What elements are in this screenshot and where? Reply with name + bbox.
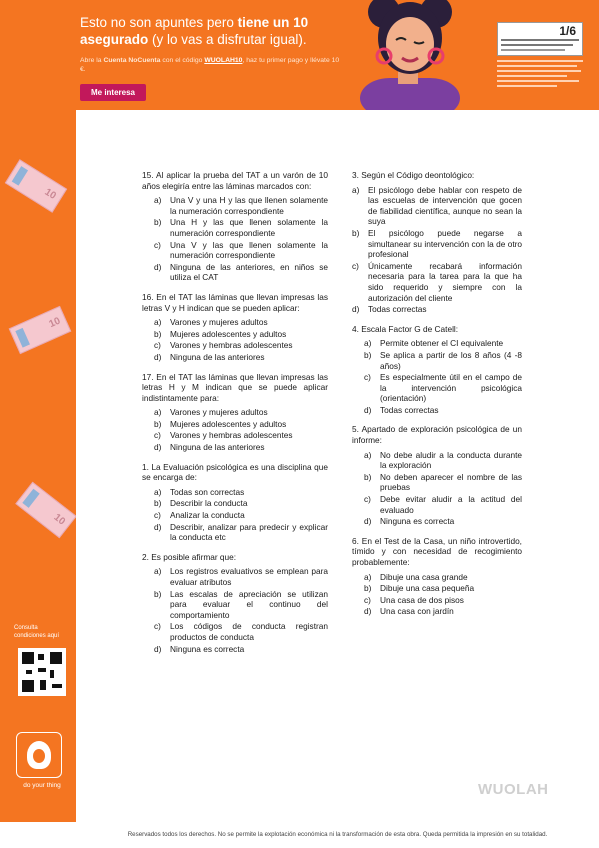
- answer-option: [364, 472, 522, 493]
- answer-option: [154, 352, 328, 363]
- option-letter: a): [364, 449, 372, 460]
- option-text: Ninguna de las anteriores, en niños se utiliza el CAT: [170, 261, 328, 283]
- answer-option: [364, 338, 522, 349]
- option-text: Describir, analizar para predecir y explicar la conducta etc: [170, 521, 328, 543]
- option-letter: c): [154, 430, 161, 441]
- option-letter: c): [154, 621, 161, 632]
- question: [142, 292, 328, 363]
- answer-option: [364, 350, 522, 371]
- answer-option: [364, 494, 522, 515]
- banner-legal-fineprint: [497, 60, 583, 90]
- rating-fineprint: [501, 49, 565, 51]
- option-letter: d): [154, 442, 162, 453]
- question: [142, 552, 328, 654]
- answer-option: [364, 595, 522, 606]
- option-letter: c): [364, 372, 371, 383]
- banner-headline-bold2: asegurado: [80, 32, 149, 47]
- answer-option: [364, 372, 522, 404]
- option-letter: c): [154, 239, 161, 250]
- answer-option: [154, 240, 328, 261]
- banknote-amount: 10: [42, 186, 58, 202]
- option-letter: a): [364, 571, 372, 582]
- option-text: Una V y las que llenen solamente la numeración correspondiente: [170, 239, 328, 261]
- option-letter: d): [154, 643, 162, 654]
- banner-headline: [80, 14, 330, 48]
- rating-fineprint: [501, 39, 579, 41]
- option-letter: b): [154, 328, 162, 339]
- option-text: Permite obtener el CI equivalente: [380, 338, 504, 349]
- answer-option: [352, 304, 522, 315]
- option-text: Las escalas de apreciación se utilizan para evaluar el continuo del comportamiento: [170, 588, 328, 620]
- question: [142, 372, 328, 453]
- answer-option: [154, 621, 328, 642]
- answer-option: [154, 510, 328, 521]
- option-text: No deben aparecer el nombre de las pruebas: [380, 471, 522, 493]
- option-text: Es especialmente útil en el campo de la intervención psicológica (orientación): [380, 372, 522, 404]
- option-text: Varones y mujeres adultos: [170, 407, 268, 418]
- answer-option: [154, 317, 328, 328]
- question-text: 2. Es posible afirmar que:: [142, 551, 237, 562]
- answer-option: [154, 442, 328, 453]
- option-letter: b): [154, 418, 162, 429]
- option-text: Ninguna de las anteriores: [170, 442, 265, 453]
- answer-option: [154, 329, 328, 340]
- answer-option: [154, 487, 328, 498]
- option-text: Únicamente recabará información necesaria para la tarea para la que ha sido requerido y siempre con la autorización del cliente: [368, 260, 522, 303]
- wuolah-watermark: WUOLAH: [478, 781, 549, 798]
- promo-text-mid: con el código: [160, 57, 205, 64]
- banknote-icon: [5, 159, 67, 212]
- question-text: 17. En el TAT las láminas que llevan impresas las letras H y M indican que se puede aplicar indistintamente para:: [142, 371, 328, 403]
- answer-option: [154, 340, 328, 351]
- ad-banner: [0, 0, 599, 110]
- option-text: No debe aludir a la conducta durante la exploración: [380, 449, 522, 471]
- brand-tagline: do your thing: [23, 782, 61, 789]
- answer-options: [142, 407, 328, 452]
- option-letter: b): [364, 583, 372, 594]
- question: [142, 170, 328, 283]
- option-letter: b): [364, 471, 372, 482]
- option-letter: a): [364, 338, 372, 349]
- option-text: Todas correctas: [380, 404, 439, 415]
- banknote-amount: 10: [51, 511, 68, 528]
- question: [352, 170, 522, 315]
- answer-option: [154, 195, 328, 216]
- option-text: Dibuje una casa grande: [380, 571, 468, 582]
- answer-options: [352, 572, 522, 617]
- answer-option: [352, 228, 522, 260]
- option-text: Ninguna es correcta: [170, 643, 245, 654]
- option-letter: d): [154, 261, 162, 272]
- option-text: Los códigos de conducta registran productos de conducta: [170, 621, 328, 642]
- me-interesa-button[interactable]: Me interesa: [80, 84, 146, 101]
- option-letter: c): [154, 510, 161, 521]
- answer-options: [352, 338, 522, 415]
- answer-options: [142, 566, 328, 654]
- option-text: El psicólogo debe hablar con respeto de las escuelas de intervención que gocen de fiabilidad científica, aunque no sean la suya: [368, 184, 522, 227]
- answer-option: [154, 644, 328, 655]
- option-text: Los registros evaluativos se emplean para evaluar atributos: [170, 566, 328, 587]
- question-text: 6. En el Test de la Casa, un niño introvertido, tímido y con necesidad de recogimiento probablemente:: [352, 535, 522, 567]
- option-text: Ninguna de las anteriores: [170, 351, 265, 362]
- option-letter: a): [352, 184, 360, 195]
- promo-code: WUOLAH10: [204, 57, 243, 64]
- question: [352, 424, 522, 526]
- option-text: Ninguna es correcta: [380, 516, 455, 527]
- question: [352, 536, 522, 617]
- option-text: Se aplica a partir de los 8 años (4 -8 años): [380, 349, 522, 371]
- option-letter: c): [364, 494, 371, 505]
- option-letter: d): [364, 606, 372, 617]
- option-text: Todas son correctas: [170, 486, 245, 497]
- option-letter: c): [352, 260, 359, 271]
- question-text: 15. Al aplicar la prueba del TAT a un varón de 10 años elegiría entre las láminas marcados con:: [142, 170, 328, 191]
- answer-option: [154, 566, 328, 587]
- answer-option: [154, 407, 328, 418]
- woman-illustration: [340, 0, 480, 110]
- option-letter: c): [364, 594, 371, 605]
- answer-option: [154, 522, 328, 543]
- question-text: 5. Apartado de exploración psicológica de un informe:: [352, 424, 522, 446]
- option-letter: d): [154, 351, 162, 362]
- option-text: Analizar la conducta: [170, 510, 245, 521]
- qr-code[interactable]: [18, 648, 66, 696]
- banner-promo: [80, 56, 340, 74]
- promo-text-suffix: , haz tu primer pago y llévate 10 €.: [80, 57, 340, 73]
- option-letter: b): [154, 498, 162, 509]
- answer-option: [154, 430, 328, 441]
- right-column: [352, 170, 522, 626]
- lion-logo-icon: [16, 732, 62, 778]
- option-text: Describir la conducta: [170, 498, 248, 509]
- option-letter: a): [154, 566, 162, 577]
- rating-fineprint: [501, 44, 573, 46]
- banner-headline-suffix: (y lo vas a disfrutar igual).: [148, 32, 307, 47]
- option-letter: a): [154, 486, 162, 497]
- answer-option: [352, 261, 522, 303]
- question: [352, 324, 522, 416]
- answer-option: [364, 572, 522, 583]
- question-text: 3. Según el Código deontológico:: [352, 170, 475, 180]
- answer-option: [154, 217, 328, 238]
- promo-account: Cuenta NoCuenta: [103, 57, 161, 64]
- consulta-condiciones-link[interactable]: Consulta condiciones aquí: [14, 625, 60, 639]
- answer-option: [154, 589, 328, 621]
- option-text: Mujeres adolescentes y adultos: [170, 328, 287, 339]
- rating-box: [497, 22, 583, 56]
- ad-sidebar: [0, 110, 76, 822]
- answer-options: [142, 195, 328, 283]
- answer-option: [364, 583, 522, 594]
- answer-option: [154, 262, 328, 283]
- option-text: Debe evitar aludir a la actitud del evaluado: [380, 494, 522, 515]
- answer-options: [352, 185, 522, 315]
- answer-options: [352, 450, 522, 527]
- answer-option: [364, 405, 522, 416]
- question: [142, 462, 328, 543]
- banknote-amount: 10: [47, 315, 63, 331]
- left-column: [142, 170, 328, 663]
- option-letter: c): [154, 340, 161, 351]
- option-letter: d): [364, 516, 372, 527]
- option-text: Dibuje una casa pequeña: [380, 583, 475, 594]
- question-text: 4. Escala Factor G de Catell:: [352, 323, 459, 334]
- banknote-icon: [15, 482, 76, 539]
- banknote-icon: [9, 306, 72, 354]
- option-letter: b): [352, 227, 360, 238]
- option-text: Varones y hembras adolescentes: [170, 430, 293, 441]
- option-letter: d): [364, 404, 372, 415]
- option-letter: d): [154, 521, 162, 532]
- answer-option: [154, 498, 328, 509]
- answer-option: [364, 450, 522, 471]
- question-text: 16. En el TAT las láminas que llevan impresas las letras V y H indican que se pueden aplicar:: [142, 291, 328, 313]
- option-text: Una V y una H y las que llenen solamente la numeración correspondiente: [170, 195, 328, 216]
- document-page: [76, 110, 599, 822]
- option-letter: a): [154, 317, 162, 328]
- option-text: Una casa con jardín: [380, 606, 454, 617]
- rating-value: 1/6: [559, 24, 576, 38]
- banner-headline-bold: tiene un 10: [237, 15, 309, 30]
- answer-option: [364, 516, 522, 527]
- option-letter: b): [364, 349, 372, 360]
- option-text: El psicólogo puede negarse a simultanear su intervención con la de otro profesional: [368, 227, 522, 260]
- answer-options: [142, 317, 328, 362]
- banner-headline-text: Esto no son apuntes pero: [80, 15, 238, 30]
- question-text: 1. La Evaluación psicológica es una disciplina que se encarga de:: [142, 461, 328, 483]
- answer-options: [142, 487, 328, 543]
- answer-option: [154, 419, 328, 430]
- option-letter: d): [352, 304, 360, 315]
- option-text: Varones y mujeres adultos: [170, 317, 268, 328]
- answer-option: [364, 606, 522, 617]
- option-letter: b): [154, 217, 162, 228]
- answer-option: [352, 185, 522, 227]
- option-letter: b): [154, 588, 162, 599]
- option-text: Mujeres adolescentes y adultos: [170, 418, 287, 429]
- option-text: Una casa de dos pisos: [380, 594, 464, 605]
- option-text: Todas correctas: [368, 304, 427, 315]
- promo-text: Abre la: [80, 57, 104, 64]
- option-text: Varones y hembras adolescentes: [170, 340, 293, 351]
- copyright-footer: Reservados todos los derechos. No se permite la explotación económica ni la transformación de esta obra. Queda permitida la impresión en su totalidad.: [127, 831, 548, 838]
- option-text: Una H y las que llenen solamente la numeración correspondiente: [170, 217, 328, 238]
- option-letter: a): [154, 195, 162, 206]
- option-letter: a): [154, 407, 162, 418]
